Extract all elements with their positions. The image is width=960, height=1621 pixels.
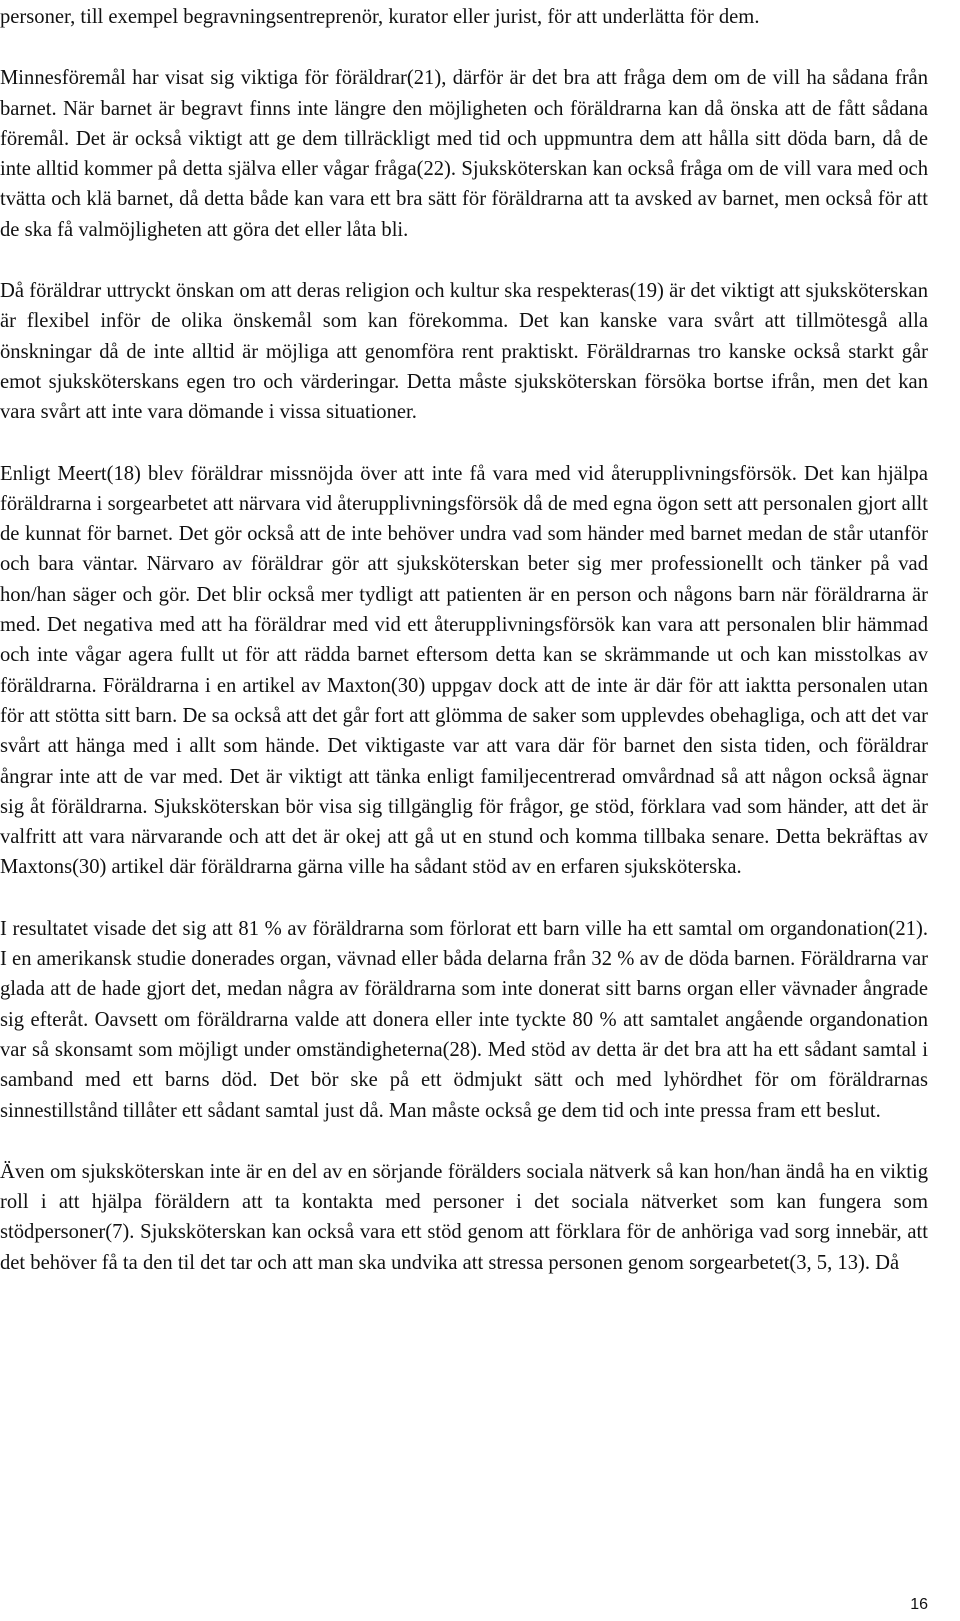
- paragraph-religion-kultur: Då föräldrar uttryckt önskan om att deras religion och kultur ska respekteras(19) är det viktigt att sjuksköterskan är flexibel inför de olika önskemål som kan förekomma. Det kan kanske vara svårt att tillmötesgå alla önskningar då de inte alltid är möjliga att genomföra rent praktiskt. Föräldrarnas tro kanske också starkt går emot sjuksköterskans egen tro och värderingar. Detta måste sjuksköterskan försöka bortse ifrån, men det kan vara svårt att inte vara dömande i vissa situationer.: [0, 280, 928, 424]
- paragraph-organdonation: I resultatet visade det sig att 81 % av föräldrarna som förlorat ett barn ville ha ett samtal om organdonation(21). I en amerikansk studie donerades organ, vävnad eller båda delarna från 32 % av de döda barnen. Föräldrarna var glada att de hade gjort det, medan några av föräldrarna som inte donerat sitt barns organ eller vävnader ångrade sig efteråt. Oavsett om föräldrarna valde att donera eller inte tyckte 80 % att samtalet angående organdonation var så skonsamt som möjligt under omständigheterna(28). Med stöd av detta är det bra att ha ett sådant samtal i samband med ett barns död. Det bör ske på ett ödmjukt sätt och med lyhördhet för om föräldrarnas sinnestillstånd tillåter ett sådant samtal just då. Man måste också ge dem tid och inte pressa fram ett beslut.: [0, 917, 928, 1122]
- paragraph-continuation: personer, till exempel begravningsentreprenör, kurator eller jurist, för att underlätta för dem.: [0, 6, 760, 28]
- paragraph-aterupplivning: Enligt Meert(18) blev föräldrar missnöjda över att inte få vara med vid återupplivningsförsök. Det kan hjälpa föräldrarna i sorgearbetet att närvara vid återupplivningsförsök då de med egna ögon sett att personalen gjort allt de kunnat för barnet. Det gör också att de inte behöver undra vad som händer med barnet medan de står utanför och bara väntar. Närvaro av föräldrar gör att sjuksköterskan beter sig mer professionellt och tänker på vad hon/han säger och gör. Det blir också mer tydligt att patienten är en person och någons barn när föräldrarna är med. Det negativa med att ha föräldrar med vid ett återupplivningsförsök kan vara att personalen blir hämmad och inte vågar agera fullt ut för att rädda barnet eftersom detta kan se skrämmande ut och kan misstolkas av föräldrarna. Föräldrarna i en artikel av Maxton(30) uppgav dock att de inte är där för att iaktta personalen utan för att stötta sitt barn. De sa också att det går fort att glömma de saker som upplevdes obehagliga, och att det var svårt att hänga med i allt som hände. Det viktigaste var att vara där för barnet den sista tiden, och föräldrar ångrar inte att de var med. Det är viktigt att tänka enligt familjecentrerad omvårdnad så att någon också ägnar sig åt föräldrarna. Sjuksköterskan bör visa sig tillgänglig för frågor, ge stöd, förklara vad som händer, att det är valfritt att vara närvarande och att det är okej att gå ut en stund och komma tillbaka senare. Detta bekräftas av Maxtons(30) artikel där föräldrarna gärna ville ha sådant stöd av en erfaren sjuksköterska.: [0, 462, 928, 879]
- page-number: 16: [910, 1596, 928, 1613]
- paragraph-minnesforemal: Minnesföremål har visat sig viktiga för föräldrar(21), därför är det bra att fråga dem om de vill ha sådana från barnet. När barnet är begravt finns inte längre den möjligheten och föräldrarna kan då önska att de fått sådana föremål. Det är också viktigt att ge dem tillräckligt med tid och uppmuntra dem att hålla sitt döda barn, då de inte alltid kommer på detta själva eller vågar fråga(22). Sjuksköterskan kan också fråga om de vill vara med och tvätta och klä barnet, då detta både kan vara ett bra sätt för föräldrarna att ta avsked av barnet, men också för att de ska få valmöjligheten att göra det eller låta bli.: [0, 67, 928, 241]
- paragraph-socialt-natverk: Även om sjuksköterskan inte är en del av en sörjande förälders sociala nätverk så kan hon/han ändå ha en viktig roll i att hjälpa föräldern att ta kontakta med personer i det sociala nätverket som kan fungera som stödpersoner(7). Sjuksköterskan kan också vara ett stöd genom att förklara för de anhöriga vad sorg innebär, att det behöver få ta den til det tar och att man ska undvika att stressa personen genom sorgearbetet(3, 5, 13). Då: [0, 1160, 928, 1274]
